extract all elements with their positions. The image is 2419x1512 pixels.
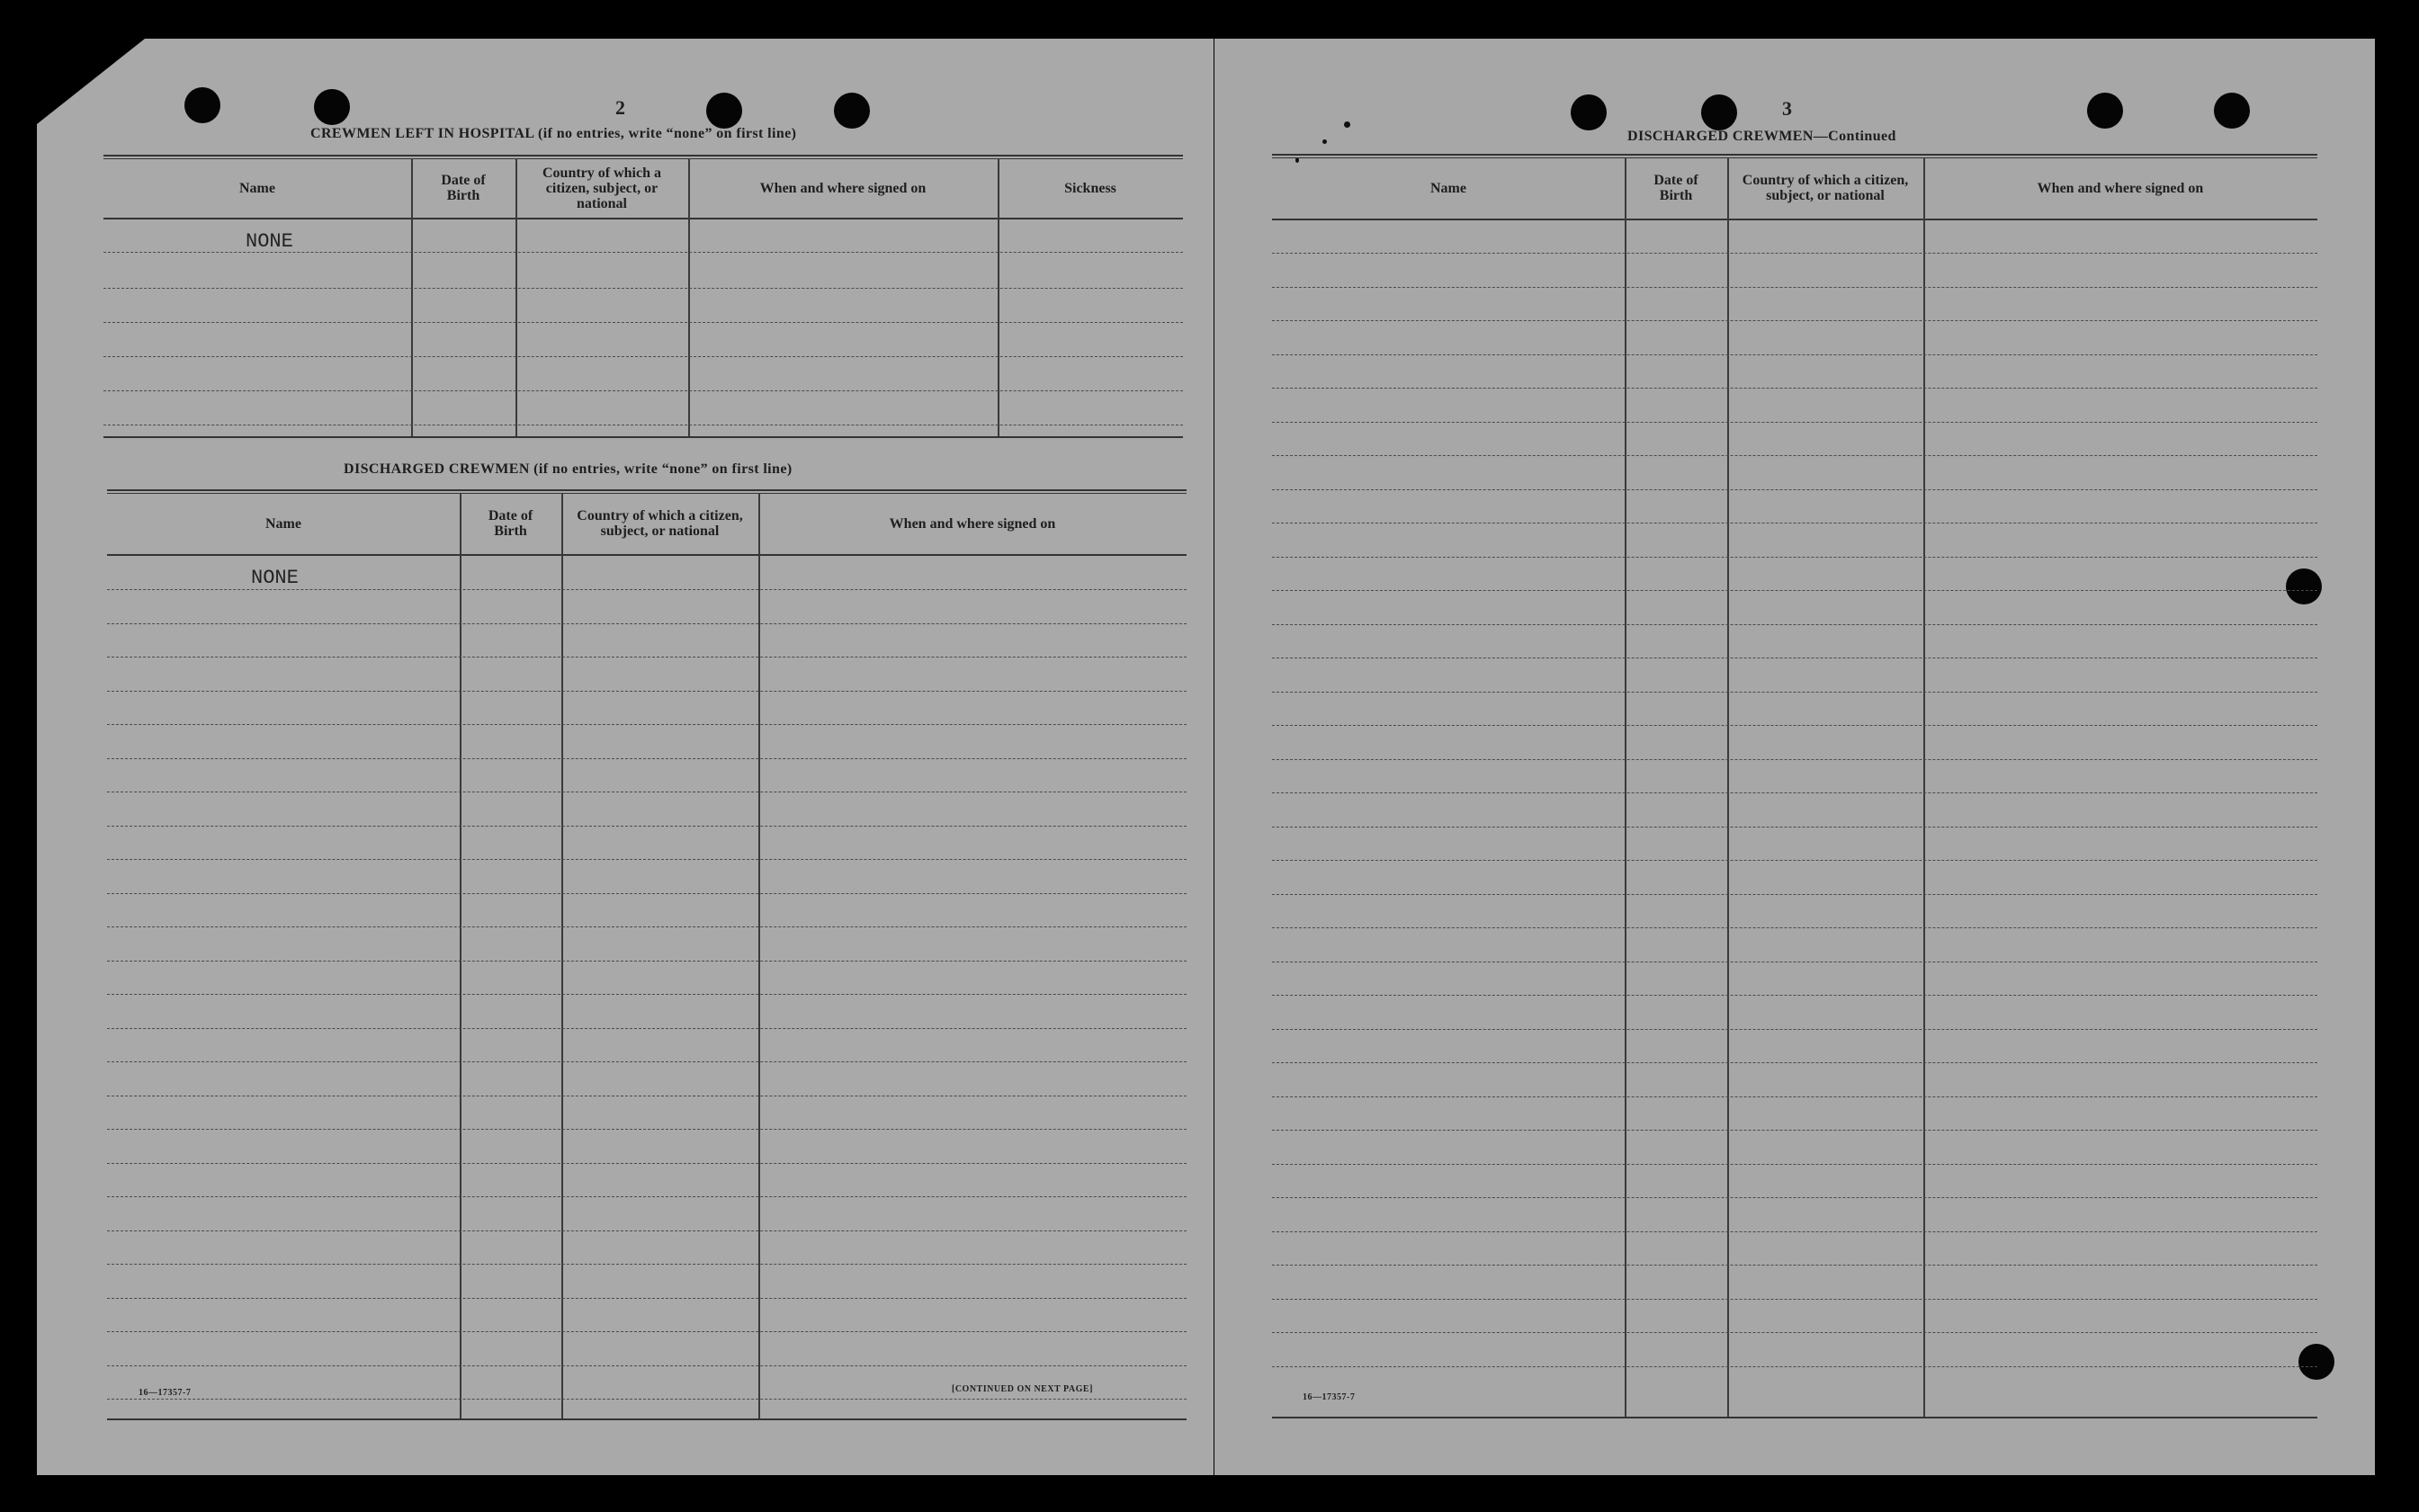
ruled-row-line: [1272, 1130, 2317, 1131]
ruled-row-line: [1272, 725, 2317, 726]
ruled-row-line: [1272, 624, 2317, 625]
ruled-row-line: [107, 758, 1187, 759]
ruled-row-line: [1272, 792, 2317, 793]
discharged-entry: NONE: [251, 567, 299, 589]
ruled-row-line: [107, 623, 1187, 624]
ruled-row-line: [1272, 1096, 2317, 1097]
column-header-country: Country of which a citizen, subject, or national: [577, 508, 743, 539]
column-header-date-of-birth: Date of Birth: [488, 508, 533, 539]
form-number: 16—17357-7: [139, 1388, 192, 1398]
ruled-row-line: [1272, 557, 2317, 558]
ruled-row-line: [1272, 489, 2317, 490]
punch-hole: [314, 89, 350, 125]
ruled-row-line: [107, 1399, 1187, 1400]
ruled-row-line: [1272, 455, 2317, 456]
ruled-row-line: [1272, 1299, 2317, 1300]
ruled-row-line: [107, 1264, 1187, 1265]
ruled-row-line: [107, 1230, 1187, 1231]
ruled-row-line: [1272, 1029, 2317, 1030]
ruled-row-line: [1272, 253, 2317, 254]
column-header-name: Name: [239, 180, 275, 196]
punch-hole: [2214, 93, 2250, 129]
discharged-continued-table: [1272, 154, 2317, 1422]
ruled-row-line: [1272, 354, 2317, 355]
ruled-row-line: [1272, 1366, 2317, 1367]
ruled-row-line: [107, 589, 1187, 590]
ruled-row-line: [1272, 927, 2317, 928]
ruled-row-line: [1272, 1332, 2317, 1333]
punch-hole: [1701, 94, 1737, 130]
ruled-row-line: [107, 1028, 1187, 1029]
column-header-name: Name: [1430, 180, 1466, 196]
column-header-name: Name: [265, 515, 301, 532]
ruled-row-line: [107, 1331, 1187, 1332]
ruled-row-line: [107, 1365, 1187, 1366]
ruled-row-line: [107, 859, 1187, 860]
column-header-signed-on: When and where signed on: [2037, 180, 2204, 196]
ruled-row-line: [107, 1163, 1187, 1164]
ruled-row-line: [1272, 590, 2317, 591]
punch-hole: [706, 93, 742, 129]
discharged-section-title: DISCHARGED CREWMEN (if no entries, write “none” on first line): [344, 461, 793, 477]
ruled-row-line: [107, 1061, 1187, 1062]
section-title: DISCHARGED CREWMEN—Continued: [1627, 129, 1896, 144]
ruled-row-line: [1272, 995, 2317, 996]
discharged-table: [107, 489, 1187, 1425]
ruled-row-line: [1272, 1231, 2317, 1232]
hospital-table: [103, 155, 1183, 474]
ruled-row-line: [107, 657, 1187, 658]
ink-speck: [1322, 139, 1327, 144]
ruled-row-line: [107, 1298, 1187, 1299]
page-number: 2: [615, 96, 625, 119]
ruled-row-line: [107, 893, 1187, 894]
ruled-row-line: [107, 926, 1187, 927]
column-header-signed-on: When and where signed on: [759, 180, 927, 196]
ruled-row-line: [1272, 320, 2317, 321]
hospital-entry: NONE: [246, 230, 293, 253]
ruled-row-line: [1272, 1164, 2317, 1165]
column-header-signed-on: When and where signed on: [889, 515, 1056, 532]
column-header-country: Country of which a citizen, subject, or national: [1742, 173, 1909, 203]
column-header-sickness: Sickness: [1064, 180, 1116, 196]
ruled-row-line: [1272, 759, 2317, 760]
ruled-row-line: [107, 826, 1187, 827]
ruled-row-line: [107, 724, 1187, 725]
right-page: [1214, 39, 2375, 1475]
ruled-row-line: [1272, 692, 2317, 693]
punch-hole: [184, 87, 220, 123]
ruled-row-line: [107, 1196, 1187, 1197]
column-header-country: Country of which a citizen, subject, or national: [542, 165, 661, 211]
page-number: 3: [1782, 97, 1792, 120]
left-page: [37, 39, 1214, 1475]
punch-hole: [1571, 94, 1607, 130]
ruled-row-line: [107, 1129, 1187, 1130]
ruled-row-line: [1272, 1265, 2317, 1266]
ruled-row-line: [1272, 860, 2317, 861]
ruled-row-line: [107, 691, 1187, 692]
punch-hole: [2087, 93, 2123, 129]
column-header-date-of-birth: Date of Birth: [1653, 173, 1698, 203]
ruled-row-line: [1272, 388, 2317, 389]
ruled-row-line: [1272, 1062, 2317, 1063]
ruled-row-line: [1272, 827, 2317, 828]
form-number: 16—17357-7: [1303, 1392, 1356, 1402]
ruled-row-line: [107, 994, 1187, 995]
ruled-row-line: [1272, 1197, 2317, 1198]
ink-speck: [1344, 121, 1350, 128]
ruled-row-line: [1272, 422, 2317, 423]
continued-note: [CONTINUED ON NEXT PAGE]: [952, 1384, 1093, 1394]
ruled-row-line: [107, 961, 1187, 962]
column-header-date-of-birth: Date of Birth: [441, 173, 486, 203]
folded-corner: [37, 39, 145, 124]
ruled-row-line: [1272, 287, 2317, 288]
punch-hole: [834, 93, 870, 129]
ruled-row-line: [1272, 894, 2317, 895]
hospital-section-title: CREWMEN LEFT IN HOSPITAL (if no entries, write “none” on first line): [310, 126, 797, 141]
